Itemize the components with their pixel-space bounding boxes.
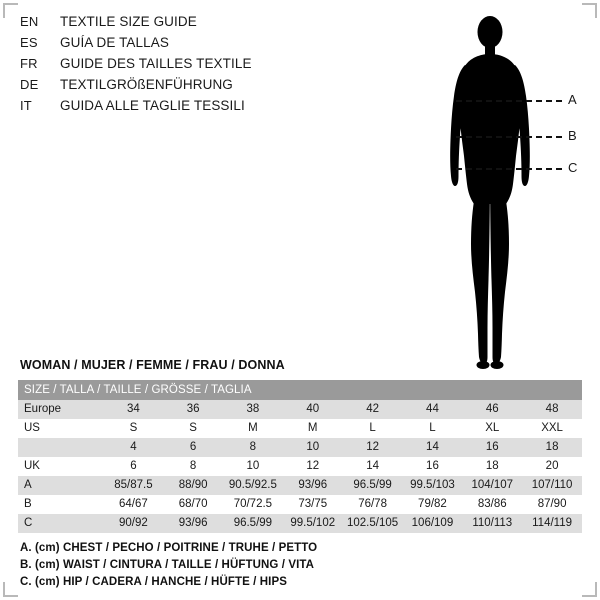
cell: 44 (426, 403, 439, 415)
section-heading-woman: WOMAN / MUJER / FEMME / FRAU / DONNA (20, 358, 285, 372)
cell: 10 (246, 460, 260, 472)
row-label-a: A (24, 479, 32, 491)
language-row-fr (20, 56, 420, 77)
size-table-body (18, 400, 582, 533)
cell: 16 (485, 441, 499, 453)
cell: 76/78 (358, 498, 387, 510)
figure-diagram (410, 8, 595, 373)
cell: 70/72.5 (233, 498, 273, 510)
cell: 83/86 (477, 498, 507, 510)
cell: M (307, 422, 318, 434)
language-row-es (20, 35, 420, 56)
table-row (18, 514, 582, 533)
corner-mark-bottom-right (582, 582, 597, 597)
cell: 96.5/99 (353, 479, 392, 491)
row-label-us-numeric (18, 438, 104, 457)
cell: 18 (485, 460, 499, 472)
language-title-it: GUIDA ALLE TAGLIE TESSILI (60, 98, 245, 113)
cell: 40 (306, 403, 320, 415)
language-title-de: TEXTILGRÖßENFÜHRUNG (60, 77, 233, 92)
cell: 90.5/92.5 (228, 479, 277, 491)
table-header-row (18, 380, 582, 400)
language-code-de: DE (20, 77, 39, 92)
cell: 6 (189, 441, 197, 453)
table-row (18, 495, 582, 514)
cell: 110/113 (472, 517, 513, 529)
cell: 107/110 (531, 479, 573, 491)
cell: 16 (426, 460, 439, 472)
cell: 18 (545, 441, 559, 453)
cell: 106/109 (411, 517, 454, 529)
table-row (18, 400, 582, 419)
cell: 36 (186, 403, 200, 415)
cell: L (429, 422, 436, 434)
language-code-fr: FR (20, 56, 38, 71)
cell: 12 (306, 460, 320, 472)
corner-mark-bottom-left (3, 582, 18, 597)
cell: 6 (130, 460, 137, 472)
cell: M (248, 422, 258, 434)
cell: 4 (130, 441, 137, 453)
cell: 8 (249, 441, 257, 453)
cell: 8 (189, 460, 197, 472)
corner-mark-top-left (3, 3, 18, 18)
cell: 34 (127, 403, 140, 415)
cell: 68/70 (178, 498, 208, 510)
woman-silhouette-icon (430, 8, 550, 373)
cell: 20 (545, 460, 559, 472)
measure-line-c (456, 168, 562, 170)
measure-line-a (456, 100, 562, 102)
row-label-uk: UK (24, 460, 40, 472)
cell: 85/87.5 (114, 479, 153, 491)
table-row (18, 438, 582, 457)
language-code-it: IT (20, 98, 32, 113)
cell: 10 (306, 441, 320, 453)
language-code-es: ES (20, 35, 38, 50)
cell: 93/96 (178, 517, 208, 529)
cell: 79/82 (418, 498, 447, 510)
cell: S (129, 422, 138, 434)
cell: 38 (246, 403, 260, 415)
row-label-b: B (24, 498, 32, 510)
row-label-us: US (24, 422, 40, 434)
cell: 114/119 (532, 517, 573, 529)
language-title-block (20, 14, 420, 119)
cell: 96.5/99 (233, 517, 273, 529)
cell: 12 (366, 441, 379, 453)
cell: 48 (545, 403, 559, 415)
measure-line-b (456, 136, 562, 138)
language-code-en: EN (20, 14, 39, 29)
cell: 87/90 (537, 498, 567, 510)
cell: 46 (485, 403, 499, 415)
language-row-it (20, 98, 420, 119)
table-header-label: SIZE / TALLA / TAILLE / GRÖSSE / TAGLIA (18, 380, 582, 400)
cell: XL (485, 422, 500, 434)
size-table-head (18, 380, 582, 400)
table-row (18, 419, 582, 438)
cell: 99.5/102 (290, 517, 336, 529)
cell: 102.5/105 (347, 517, 399, 529)
size-table (18, 380, 582, 533)
measure-label-b: B (568, 128, 577, 143)
table-row (18, 476, 582, 495)
cell: 14 (366, 460, 379, 472)
language-row-de (20, 77, 420, 98)
cell: XXL (541, 422, 563, 434)
language-title-fr: GUIDE DES TAILLES TEXTILE (60, 56, 252, 71)
footnote-b: B. (cm) WAIST / CINTURA / TAILLE / HÜFTUNG / VITA (20, 559, 315, 571)
row-label-c: C (24, 517, 33, 529)
footnote-c: C. (cm) HIP / CADERA / HANCHE / HÜFTE / HIPS (20, 576, 288, 588)
cell: 104/107 (471, 479, 514, 491)
cell: 73/75 (298, 498, 328, 510)
cell: 14 (426, 441, 439, 453)
table-row (18, 457, 582, 476)
cell: 93/96 (298, 479, 328, 491)
cell: 42 (366, 403, 379, 415)
language-row-en (20, 14, 420, 35)
cell: 88/90 (178, 479, 208, 491)
language-title-es: GUÍA DE TALLAS (60, 35, 169, 50)
cell: 90/92 (119, 517, 148, 529)
footnote-a: A. (cm) CHEST / PECHO / POITRINE / TRUHE / PETTO (20, 542, 318, 554)
measure-label-c: C (568, 160, 578, 175)
cell: L (369, 422, 376, 434)
footnotes-block (20, 540, 540, 591)
cell: S (189, 422, 197, 434)
row-label-europe: Europe (24, 403, 62, 415)
cell: 99.5/103 (410, 479, 455, 491)
language-title-en: TEXTILE SIZE GUIDE (60, 14, 197, 29)
measure-label-a: A (568, 92, 577, 107)
cell: 64/67 (119, 498, 148, 510)
